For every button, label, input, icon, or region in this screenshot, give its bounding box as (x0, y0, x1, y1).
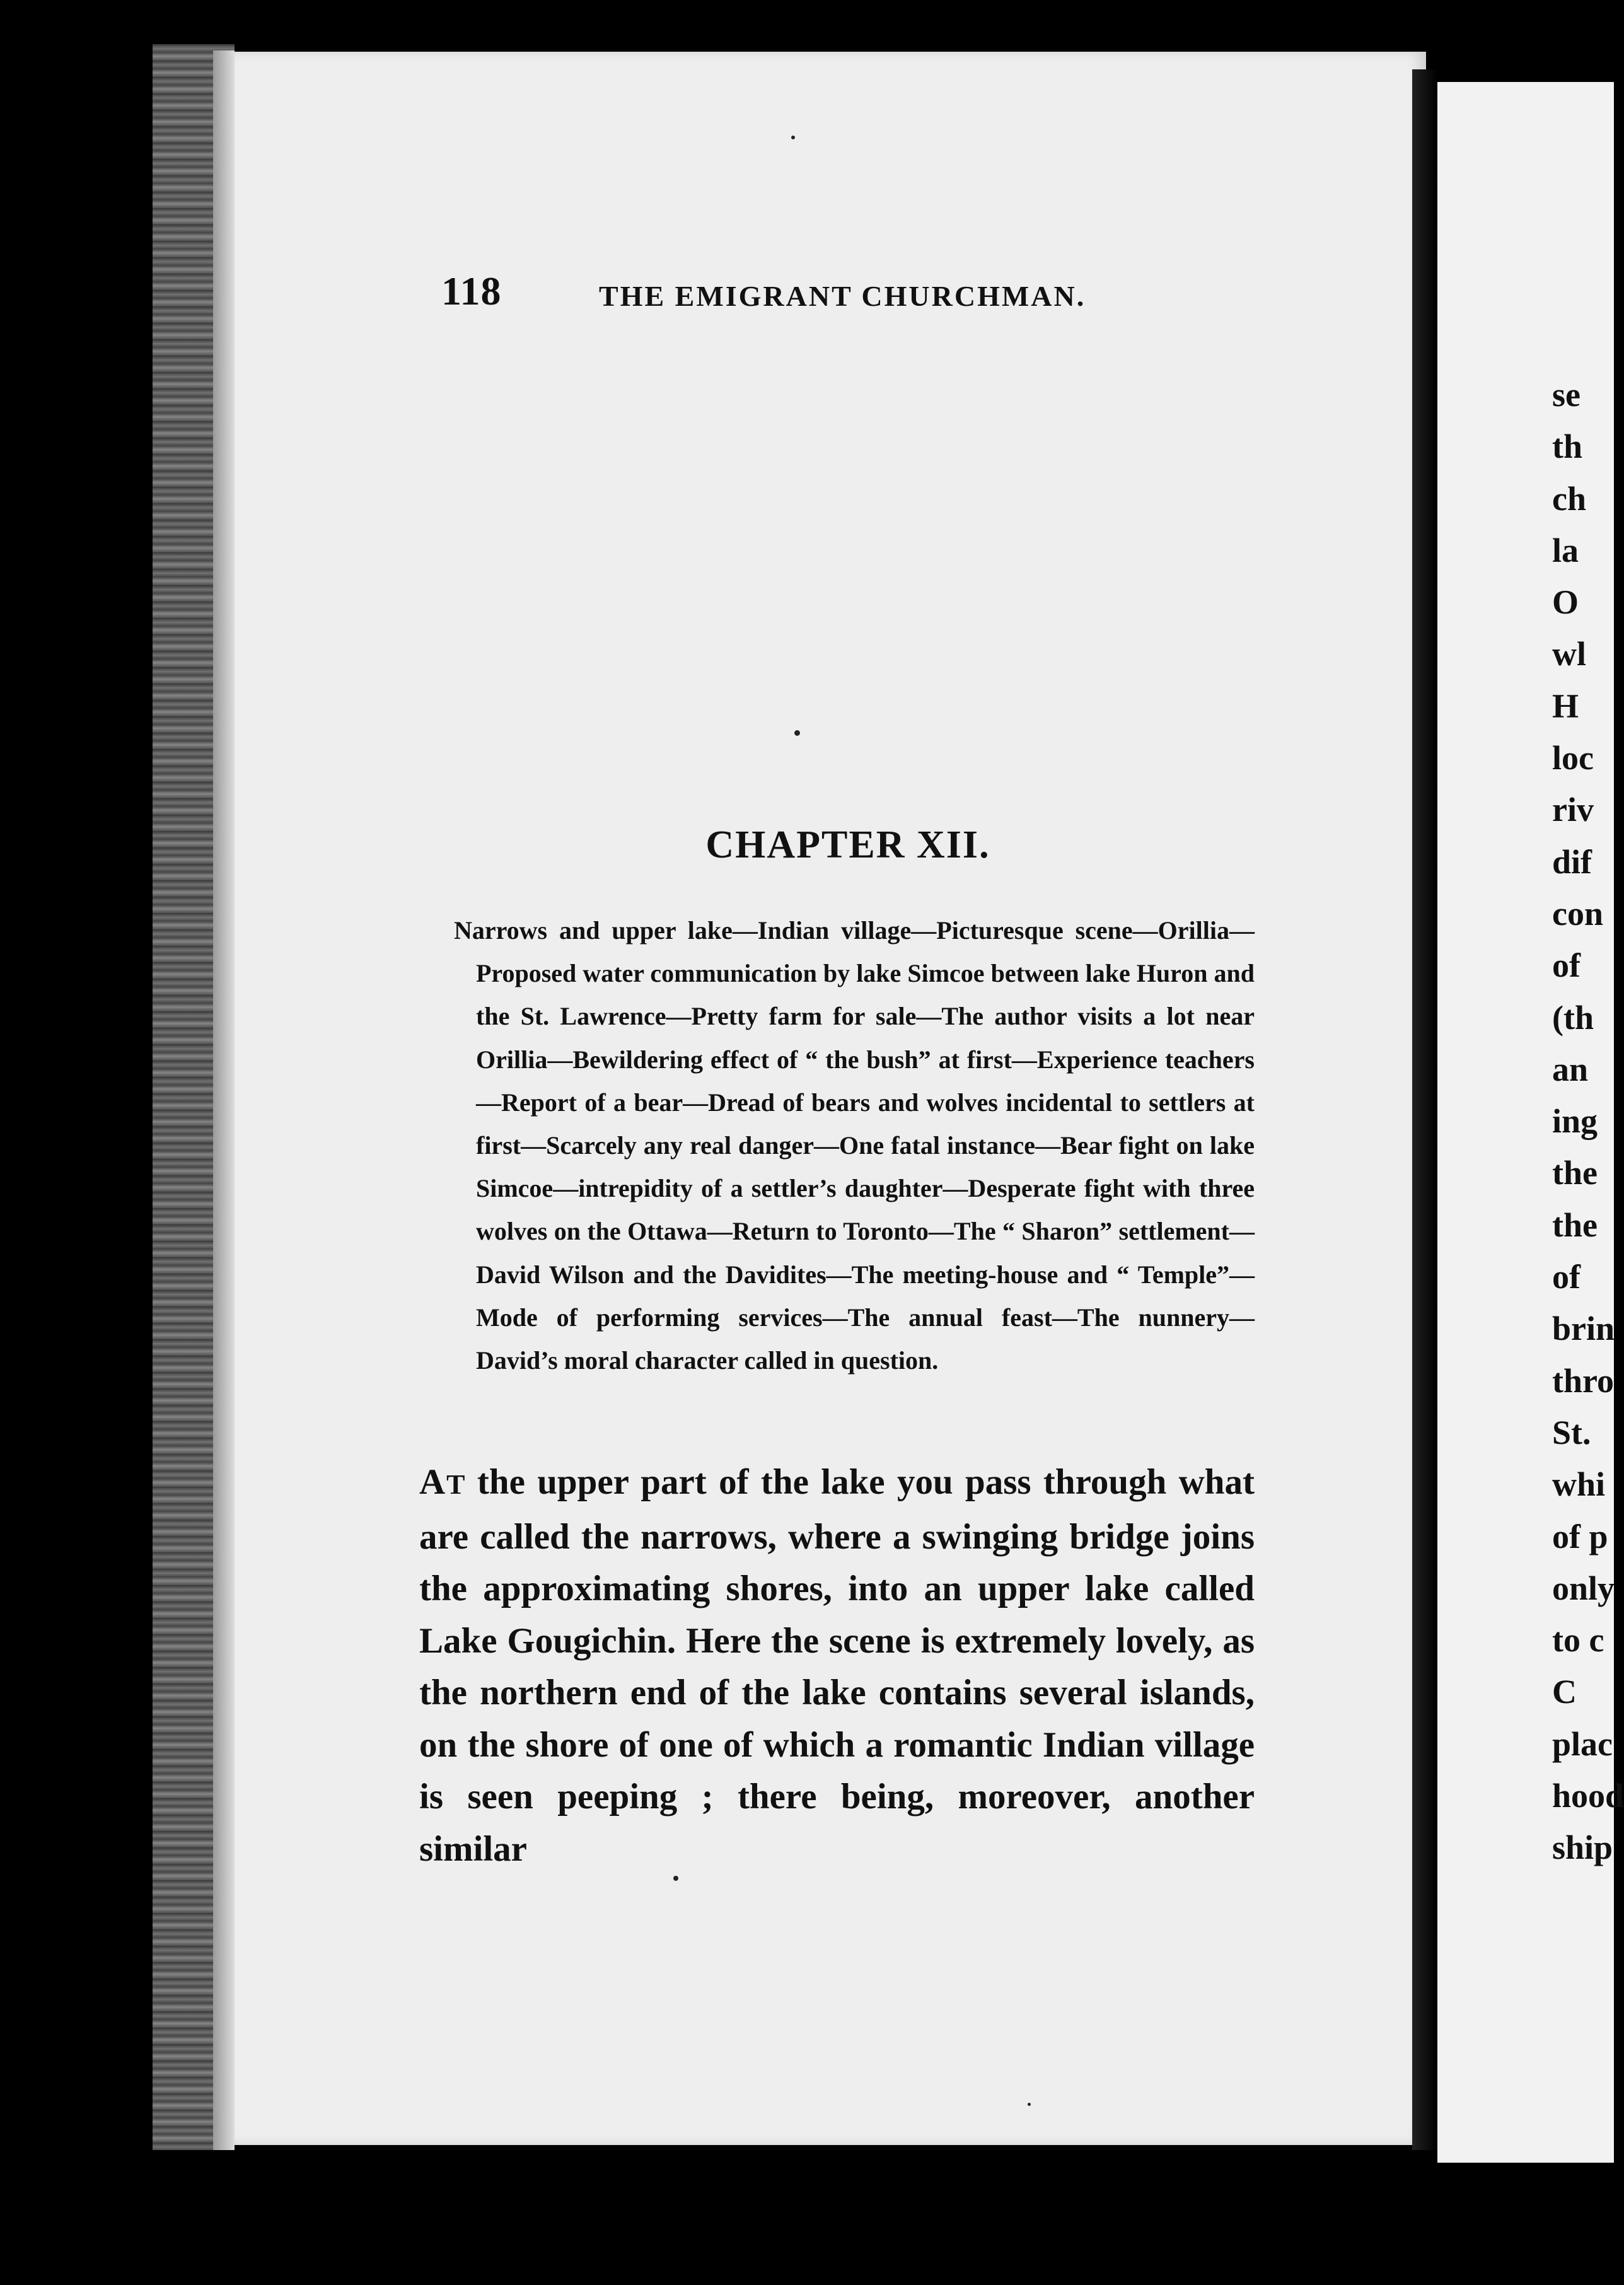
facing-page-fragment: an (1552, 1050, 1589, 1088)
scan-speck (791, 136, 795, 139)
facing-page-fragment: the (1552, 1154, 1598, 1192)
facing-page-fragment: O (1552, 583, 1579, 622)
facing-page-fragment: only (1552, 1569, 1615, 1607)
facing-page-text (1552, 369, 1624, 1874)
facing-page-fragment: H (1552, 687, 1579, 725)
page-number: 118 (441, 269, 502, 313)
facing-page-fragment: thro (1552, 1361, 1615, 1400)
facing-page-fragment: ing (1552, 1102, 1598, 1141)
facing-page-fragment: se (1552, 376, 1580, 414)
scan-speck (794, 730, 800, 736)
facing-page-fragment: dif (1552, 842, 1592, 881)
facing-page-fragment: ch (1552, 479, 1586, 518)
chapter-heading: CHAPTER XII. (705, 823, 990, 866)
facing-page-fragment: th (1552, 427, 1583, 466)
facing-page-fragment: la (1552, 531, 1579, 569)
facing-page-fragment: plac (1552, 1724, 1613, 1763)
facing-page-fragment: ship (1552, 1829, 1613, 1867)
facing-page-fragment: C (1552, 1673, 1577, 1711)
initial-capital: A (419, 1462, 447, 1502)
facing-page-fragment: of (1552, 946, 1580, 985)
facing-page-fragment: brin (1552, 1310, 1615, 1348)
paragraph-text: the upper part of the lake you pass through what are called the narrows, where a swinging bridge joins the approximating shores, into an upper lake called Lake Gougichin. Here the scene is extremely lovely, as the northern end of the lake contains several islands, on the shore of one of which a romantic Indian village is seen peeping ; there being, moreover, another similar (419, 1462, 1255, 1869)
facing-page-fragment: wl (1552, 635, 1586, 673)
facing-page-fragment: whi (1552, 1465, 1606, 1504)
body-paragraph (419, 1456, 1255, 1875)
running-title: THE EMIGRANT CHURCHMAN. (599, 280, 1086, 312)
page-edge (213, 50, 235, 2150)
initial-smallcaps: T (446, 1469, 465, 1500)
chapter-synopsis: Narrows and upper lake—Indian village—Picturesque scene—Orillia—Proposed water communication by lake Simcoe between lake Huron and the St. Lawrence—Pretty farm for sale—The author visits a lot near Orillia—Bewildering effect of “ the bush” at first—Experience teachers—Report of a bear—Dread of bears and wolves incidental to settlers at first—Scarcely any real danger—One fatal instance—Bear fight on lake Simcoe—intrepidity of a settler’s daughter—Desperate fight with three wolves on the Ottawa—Return to Toronto—The “ Sharon” settlement—David Wilson and the Davidites—The meeting-house and “ Temple”—Mode of performing services—The annual feast—The nunnery—David’s moral character called in question. (454, 916, 1255, 1375)
facing-page-fragment: loc (1552, 739, 1594, 777)
facing-page-fragment: riv (1552, 791, 1594, 829)
facing-page-fragment: hood (1552, 1777, 1624, 1815)
scan-speck (673, 1876, 678, 1881)
facing-page-fragment: St. (1552, 1413, 1591, 1451)
facing-page-fragment: (th (1552, 998, 1594, 1037)
facing-page-fragment: of p (1552, 1517, 1608, 1555)
facing-page-fragment: of (1552, 1258, 1580, 1296)
facing-page-fragment: con (1552, 894, 1603, 933)
scan-speck (1028, 2103, 1031, 2106)
running-header (441, 268, 1273, 318)
page-gutter (1412, 69, 1437, 2150)
facing-page-fragment: to c (1552, 1621, 1604, 1660)
facing-page-fragment: the (1552, 1206, 1598, 1244)
